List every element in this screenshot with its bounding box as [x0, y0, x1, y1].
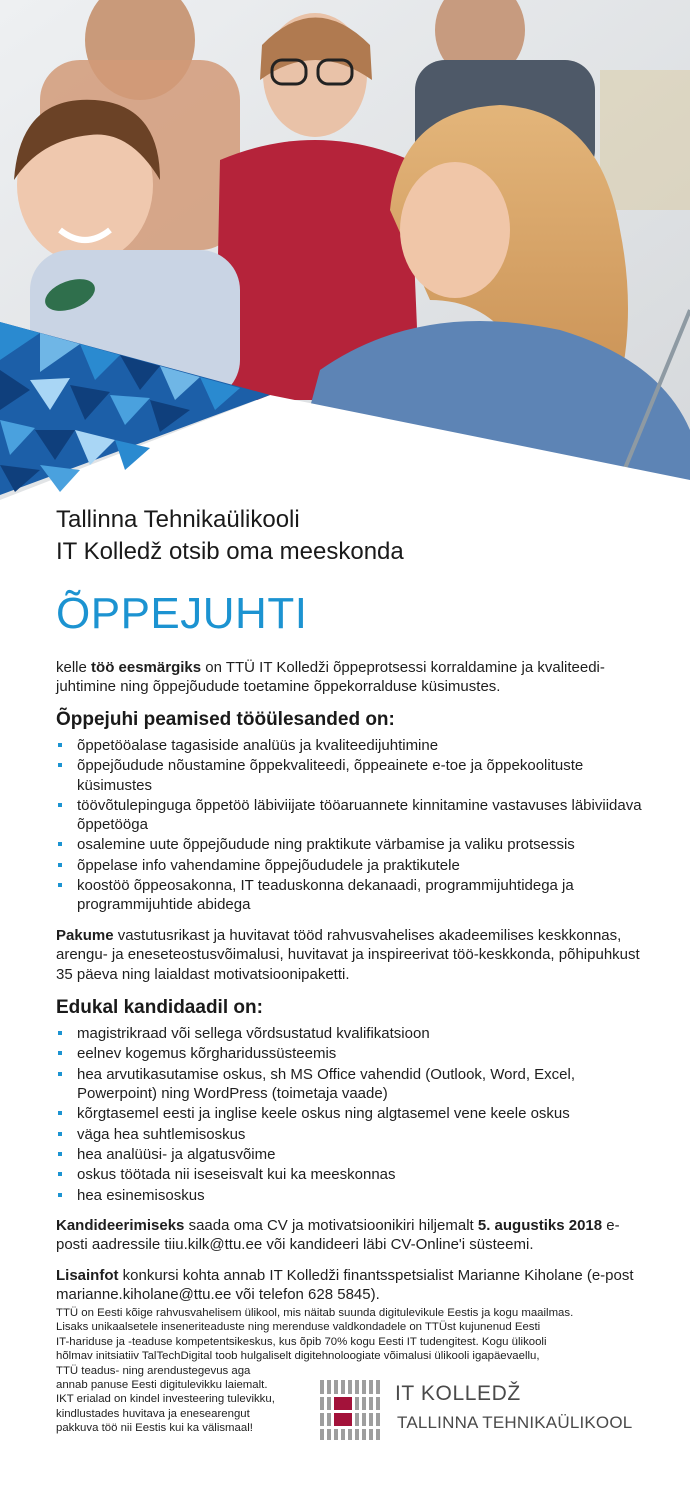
hero-illustration [0, 0, 690, 500]
bullet-icon [58, 1072, 62, 1076]
bullet-icon [58, 883, 62, 887]
tasks-list [56, 736, 646, 915]
bullet-icon [58, 803, 62, 807]
list-item: hea analüüsi- ja algatusvõime [56, 1145, 646, 1164]
requirements-list [56, 1024, 646, 1205]
list-item: oskus töötada nii iseseisvalt kui ka meeskonnas [56, 1165, 646, 1184]
list-item: õppelase info vahendamine õppejõududele ja praktikutele [56, 856, 646, 875]
offer-paragraph: Pakume vastutusrikast ja huvitavat tööd rahvusvahelises akadeemilises keskkonnas, arengu- ja eneseteostusvõimalusi, huvitavat ja inspireerivat töö-keskkonda, põhipuhkust 35 päeva ning laialdast motivatsioonipaketti. [56, 926, 640, 983]
list-item: töövõtulepinguga õppetöö läbiviijate tööaruannete kinnitamine vastavuses läbiviidava õppetööga [56, 796, 646, 835]
list-item: väga hea suhtlemisoskus [56, 1125, 646, 1144]
list-item: magistrikraad või sellega võrdsustatud kvalifikatsioon [56, 1024, 646, 1043]
list-item: eelnev kogemus kõrgharidussüsteemis [56, 1044, 646, 1063]
list-item: hea arvutikasutamise oskus, sh MS Office vahendid (Outlook, Word, Excel, Powerpoint) ning WordPress (toimetaja vaade) [56, 1065, 646, 1104]
list-item: hea esinemisoskus [56, 1186, 646, 1205]
bullet-icon [58, 743, 62, 747]
apply-paragraph: Kandideerimiseks saada oma CV ja motivatsioonikiri hiljemalt 5. augustiks 2018 e-posti aadressile tiiu.kilk@ttu.ee või kandideeri läbi CV-Online'i süsteemi. [56, 1216, 620, 1254]
bullet-icon [58, 1031, 62, 1035]
it-kolledz-logo [320, 1380, 650, 1444]
intro-paragraph: kelle töö eesmärgiks on TTÜ IT Kolledži õppeprotsessi korraldamine ja kvaliteedi-juhtimine ning õppejõudude toetamine õppekorralduse küsimustes. [56, 659, 605, 695]
position-title: ÕPPEJUHTI [56, 589, 308, 638]
bullet-icon [58, 863, 62, 867]
list-item: osalemine uute õppejõudude ning praktikute värbamise ja valiku protsessis [56, 835, 646, 854]
requirements-title: Edukal kandidaadil on: [56, 997, 263, 1019]
bullet-icon [58, 842, 62, 846]
bullet-icon [58, 1172, 62, 1176]
logo-line-1: IT KOLLEDŽ [395, 1382, 521, 1405]
list-item: õppejõudude nõustamine õppekvaliteedi, õppeainete e-toe ja õppekoolituste küsimustes [56, 756, 646, 795]
bullet-icon [58, 1132, 62, 1136]
university-description: TTÜ on Eesti kõige rahvusvahelisem ülikool, mis näitab suunda digitulevikule Eestis ja kogu maailmas. Lisaks unikaalsetele inseneriteaduste ning merenduse valdkondadele on TTÜst kujunenud Eesti IT-hariduse ja -teaduse kompetentsikeskus, kus õpib 70% kogu Eesti IT tudengitest. Kogu ülikooli hõlmav initsiatiiv TalTechDigital toob hulgaliselt digitehnoloogiate võimalusi ülikooli igapäevaellu, TTÜ teadus- ning arendustegevus aga annab panuse Eesti digitulevikku laiemalt. IKT erialad on kindel investeering tulevikku, kindlustades huvitava ja enesearengut pakkuva töö nii Eestis kui ka välismaal! [56, 1307, 574, 1435]
heading-line-1: Tallinna Tehnikaülikooli [56, 506, 300, 533]
list-item: koostöö õppeosakonna, IT teaduskonna dekanaadi, programmijuhtidega ja programmijuhtide abidega [56, 876, 646, 915]
info-paragraph: Lisainfot konkursi kohta annab IT Kolledži finantsspetsialist Marianne Kiholane (e-post marianne.kiholane@ttu.ee või telefon 628 5845). [56, 1266, 634, 1304]
hero-photo [0, 0, 690, 500]
bullet-icon [58, 1193, 62, 1197]
heading-line-2: IT Kolledž otsib oma meeskonda [56, 538, 404, 565]
bullet-icon [58, 1111, 62, 1115]
logo-line-2: TALLINNA TEHNIKAÜLIKOOL [397, 1413, 633, 1432]
list-item: kõrgtasemel eesti ja inglise keele oskus ning algtasemel vene keele oskus [56, 1104, 646, 1123]
bullet-icon [58, 1051, 62, 1055]
bullet-icon [58, 763, 62, 767]
bullet-icon [58, 1152, 62, 1156]
main-content [56, 504, 646, 1305]
logo-bars-icon [320, 1380, 382, 1440]
tasks-title: Õppejuhi peamised tööülesanded on: [56, 709, 395, 730]
list-item: õppetööalase tagasiside analüüs ja kvaliteedijuhtimine [56, 736, 646, 755]
